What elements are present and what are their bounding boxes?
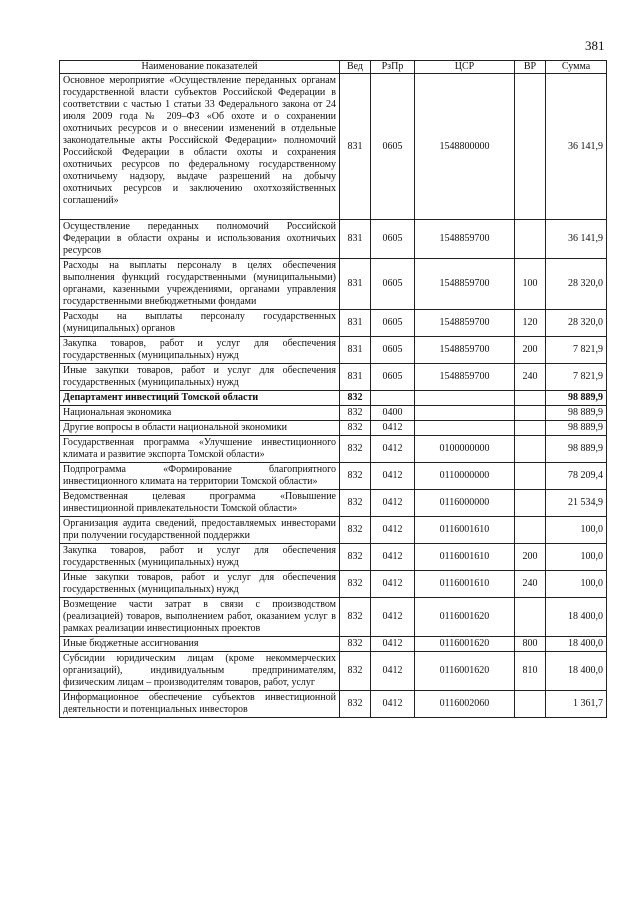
table-header [60, 61, 607, 74]
row-name: Ведомственная целевая программа «Повышение инвестиционной привлекательности Томской области» [60, 490, 340, 517]
table-row [60, 259, 607, 310]
row-rzpr: 0412 [371, 463, 415, 490]
table-body [60, 74, 607, 718]
row-sum: 100,0 [546, 544, 607, 571]
row-vr: 800 [515, 637, 546, 652]
row-rzpr: 0605 [371, 310, 415, 337]
row-rzpr: 0605 [371, 364, 415, 391]
row-name: Осуществление переданных полномочий Российской Федерации в области охраны и использования охотничьих ресурсов [60, 220, 340, 259]
header-sum: Сумма [546, 61, 607, 74]
row-name: Субсидии юридическим лицам (кроме некоммерческих организаций), индивидуальным предпринимателям, физическим лицам – производителям товаров, работ, услуг [60, 652, 340, 691]
table-row [60, 571, 607, 598]
row-sum: 1 361,7 [546, 691, 607, 718]
row-rzpr: 0605 [371, 220, 415, 259]
row-rzpr: 0412 [371, 652, 415, 691]
row-csr: 0116001620 [415, 652, 515, 691]
row-vr [515, 598, 546, 637]
row-name: Расходы на выплаты персоналу в целях обеспечения выполнения функций государственными (муниципальными) органами, казенными учреждениями, органами управления государственными внебюджетными фондами [60, 259, 340, 310]
row-ved: 832 [340, 517, 371, 544]
row-csr: 1548859700 [415, 337, 515, 364]
row-ved: 831 [340, 259, 371, 310]
row-sum: 28 320,0 [546, 259, 607, 310]
row-name: Закупка товаров, работ и услуг для обеспечения государственных (муниципальных) нужд [60, 337, 340, 364]
row-ved: 832 [340, 463, 371, 490]
table-row [60, 436, 607, 463]
row-rzpr: 0605 [371, 259, 415, 310]
row-csr: 1548859700 [415, 220, 515, 259]
row-ved: 832 [340, 691, 371, 718]
table-row [60, 463, 607, 490]
row-csr [415, 406, 515, 421]
row-vr [515, 517, 546, 544]
table-row [60, 637, 607, 652]
row-ved: 832 [340, 598, 371, 637]
row-vr [515, 220, 546, 259]
row-vr [515, 436, 546, 463]
row-name: Иные бюджетные ассигнования [60, 637, 340, 652]
row-ved: 832 [340, 571, 371, 598]
row-name: Иные закупки товаров, работ и услуг для обеспечения государственных (муниципальных) нужд [60, 364, 340, 391]
row-ved: 831 [340, 74, 371, 220]
row-sum: 36 141,9 [546, 220, 607, 259]
row-sum: 78 209,4 [546, 463, 607, 490]
row-sum: 98 889,9 [546, 421, 607, 436]
row-rzpr: 0605 [371, 74, 415, 220]
row-ved: 831 [340, 310, 371, 337]
row-sum: 100,0 [546, 517, 607, 544]
row-csr: 1548800000 [415, 74, 515, 220]
table-row [60, 598, 607, 637]
row-rzpr: 0400 [371, 406, 415, 421]
table-row [60, 652, 607, 691]
row-sum: 7 821,9 [546, 337, 607, 364]
row-csr [415, 421, 515, 436]
row-vr [515, 74, 546, 220]
row-name: Другие вопросы в области национальной экономики [60, 421, 340, 436]
row-name: Национальная экономика [60, 406, 340, 421]
table-row [60, 691, 607, 718]
row-rzpr: 0412 [371, 436, 415, 463]
row-rzpr: 0412 [371, 490, 415, 517]
header-rzpr: РзПр [371, 61, 415, 74]
row-sum: 7 821,9 [546, 364, 607, 391]
row-csr: 1548859700 [415, 310, 515, 337]
row-sum: 18 400,0 [546, 637, 607, 652]
row-vr: 240 [515, 364, 546, 391]
row-csr: 0100000000 [415, 436, 515, 463]
row-vr: 200 [515, 337, 546, 364]
budget-table [59, 60, 607, 718]
table-row [60, 490, 607, 517]
row-csr: 0116001620 [415, 598, 515, 637]
row-ved: 831 [340, 337, 371, 364]
row-vr [515, 463, 546, 490]
row-vr [515, 421, 546, 436]
row-vr: 100 [515, 259, 546, 310]
row-sum: 18 400,0 [546, 598, 607, 637]
row-rzpr: 0412 [371, 517, 415, 544]
table-row [60, 517, 607, 544]
row-ved: 832 [340, 490, 371, 517]
row-vr: 810 [515, 652, 546, 691]
row-rzpr: 0412 [371, 544, 415, 571]
row-ved: 832 [340, 436, 371, 463]
row-name: Расходы на выплаты персоналу государственных (муниципальных) органов [60, 310, 340, 337]
row-csr [415, 391, 515, 406]
row-csr: 1548859700 [415, 259, 515, 310]
row-rzpr: 0412 [371, 421, 415, 436]
row-ved: 832 [340, 652, 371, 691]
table-row [60, 337, 607, 364]
row-name: Информационное обеспечение субъектов инвестиционной деятельности и потенциальных инвесторов [60, 691, 340, 718]
row-csr: 0110000000 [415, 463, 515, 490]
row-vr [515, 391, 546, 406]
row-vr [515, 691, 546, 718]
table-row [60, 310, 607, 337]
row-csr: 1548859700 [415, 364, 515, 391]
row-ved: 832 [340, 406, 371, 421]
table-row [60, 364, 607, 391]
row-name: Закупка товаров, работ и услуг для обеспечения государственных (муниципальных) нужд [60, 544, 340, 571]
row-ved: 832 [340, 391, 371, 406]
row-ved: 831 [340, 364, 371, 391]
row-sum: 98 889,9 [546, 436, 607, 463]
row-ved: 832 [340, 544, 371, 571]
header-csr: ЦСР [415, 61, 515, 74]
row-name: Организация аудита сведений, предоставляемых инвесторами при получении государственной поддержки [60, 517, 340, 544]
row-sum: 18 400,0 [546, 652, 607, 691]
row-sum: 100,0 [546, 571, 607, 598]
row-name: Возмещение части затрат в связи с производством (реализацией) товаров, выполнением работ, оказанием услуг в рамках реализации инвестиционных проектов [60, 598, 340, 637]
row-name: Иные закупки товаров, работ и услуг для обеспечения государственных (муниципальных) нужд [60, 571, 340, 598]
table-row [60, 544, 607, 571]
row-name: Департамент инвестиций Томской области [60, 391, 340, 406]
row-csr: 0116000000 [415, 490, 515, 517]
row-rzpr: 0412 [371, 637, 415, 652]
row-csr: 0116001610 [415, 544, 515, 571]
row-rzpr: 0412 [371, 571, 415, 598]
table-row [60, 391, 607, 406]
row-vr [515, 406, 546, 421]
row-name: Основное мероприятие «Осуществление переданных органам государственной власти субъектов Российской Федерации в соответствии с частью 1 статьи 33 Федерального закона от 24 июля 2009 года № 209–ФЗ «Об охоте и о сохранении охотничьих ресурсов и о внесении изменений в отдельные законодательные акты Российской Федерации» полномочий Российской Федерации в области охоты и сохранения охотничьих ресурсов по федеральному государственному охотничьему надзору, выдаче разрешений на добычу охотничьих ресурсов и заключению охотхозяйственных соглашений» [60, 74, 340, 220]
table-row [60, 406, 607, 421]
page-number: 381 [585, 38, 605, 53]
row-sum: 98 889,9 [546, 406, 607, 421]
row-rzpr: 0412 [371, 598, 415, 637]
row-csr: 0116001610 [415, 517, 515, 544]
row-sum: 98 889,9 [546, 391, 607, 406]
row-ved: 832 [340, 637, 371, 652]
table-row [60, 220, 607, 259]
header-vr: ВР [515, 61, 546, 74]
row-sum: 28 320,0 [546, 310, 607, 337]
row-sum: 21 534,9 [546, 490, 607, 517]
row-name: Государственная программа «Улучшение инвестиционного климата и развитие экспорта Томской области» [60, 436, 340, 463]
row-rzpr [371, 391, 415, 406]
row-ved: 831 [340, 220, 371, 259]
row-rzpr: 0605 [371, 337, 415, 364]
row-vr: 120 [515, 310, 546, 337]
row-ved: 832 [340, 421, 371, 436]
row-csr: 0116001610 [415, 571, 515, 598]
header-name: Наименование показателей [60, 61, 340, 74]
row-csr: 0116002060 [415, 691, 515, 718]
table-row [60, 421, 607, 436]
row-rzpr: 0412 [371, 691, 415, 718]
row-vr: 240 [515, 571, 546, 598]
row-vr: 200 [515, 544, 546, 571]
row-csr: 0116001620 [415, 637, 515, 652]
row-name: Подпрограмма «Формирование благоприятного инвестиционного климата на территории Томской области» [60, 463, 340, 490]
row-vr [515, 490, 546, 517]
header-ved: Вед [340, 61, 371, 74]
row-sum: 36 141,9 [546, 74, 607, 220]
table-row [60, 74, 607, 220]
